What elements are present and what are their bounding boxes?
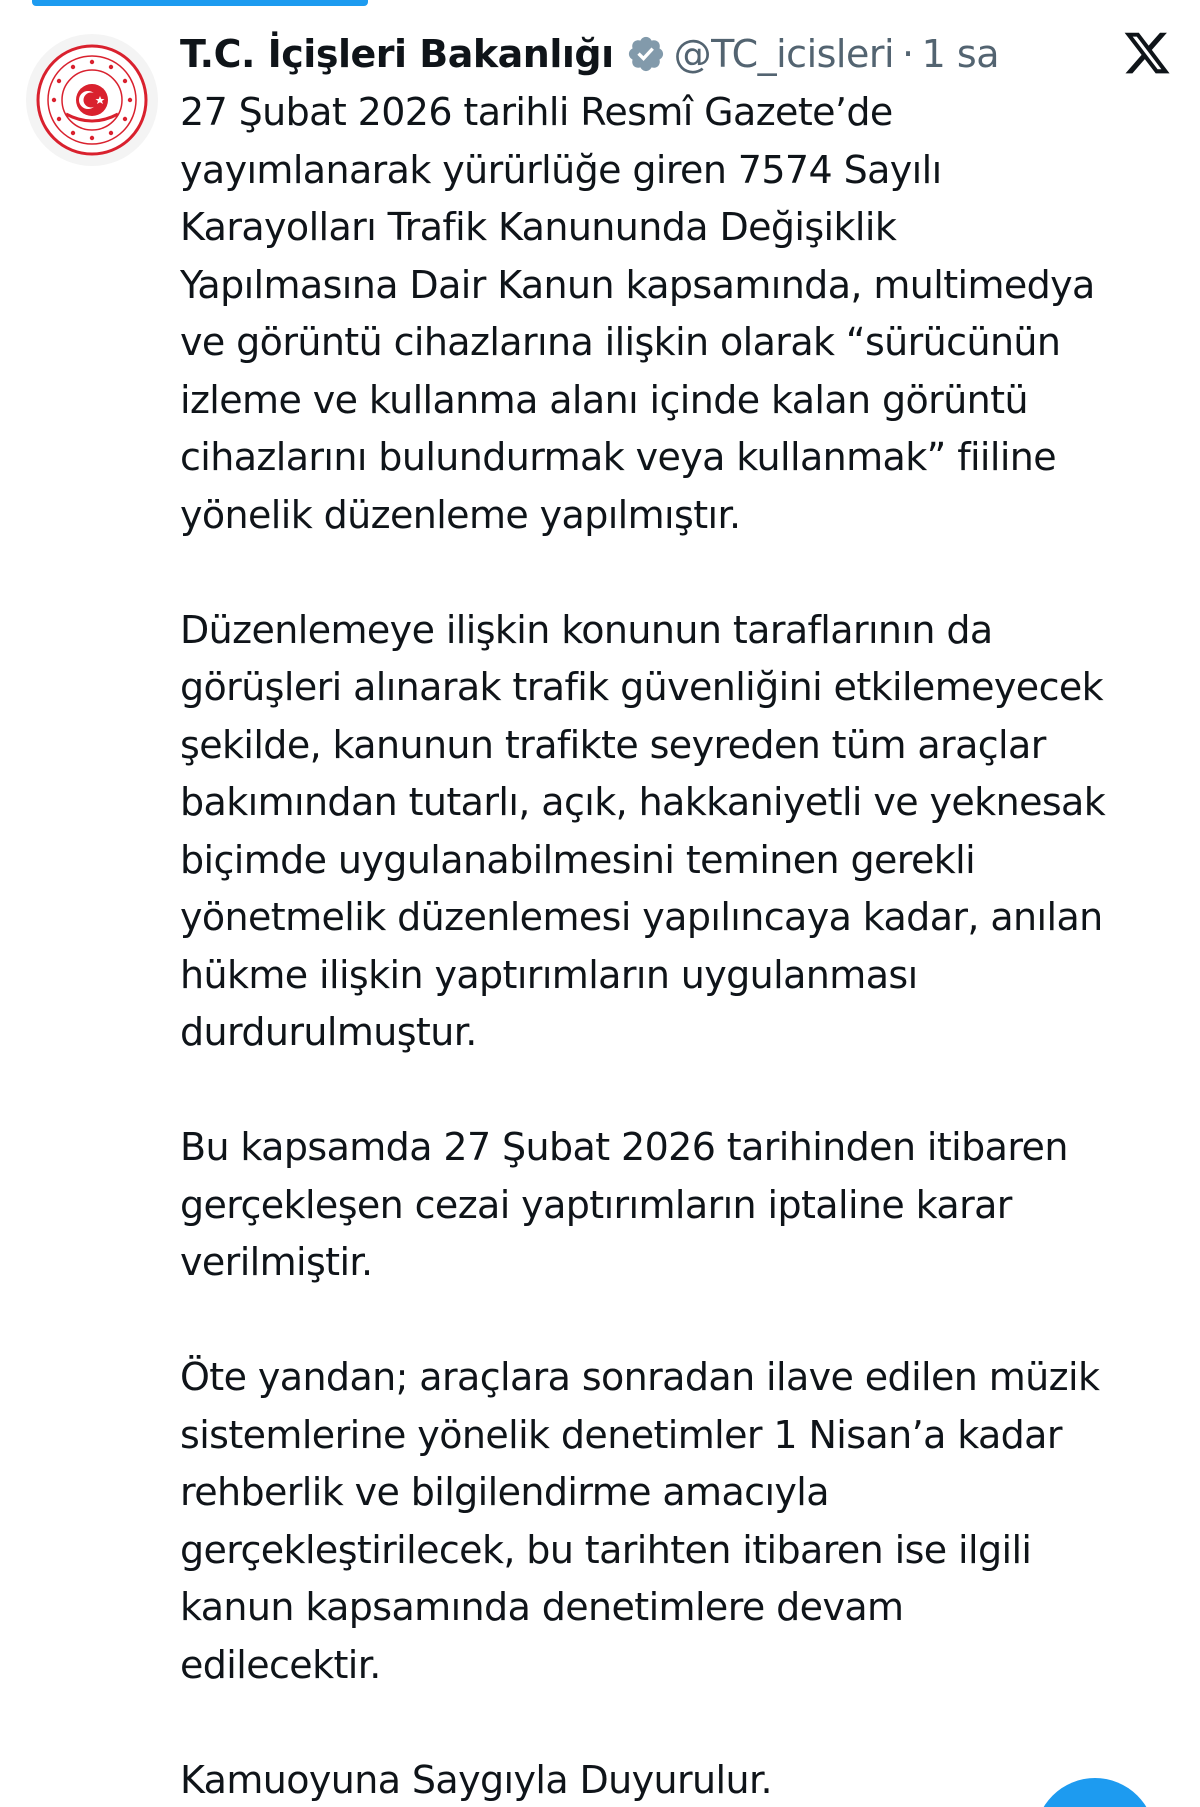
avatar[interactable]: [26, 34, 158, 166]
tweet-header: [180, 26, 999, 82]
tweet-paragraph-1: 27 Şubat 2026 tarihli Resmî Gazete’de yayımlanarak yürürlüğe giren 7574 Sayılı Karayolları Trafik Kanununda Değişiklik Yapılmasına Dair Kanun kapsamında, multimedya ve görüntü cihazlarına ilişkin olarak “sürücünün izleme ve kullanma alanı içinde kalan görüntü cihazlarını bulundurmak veya kullanmak” fiiline yönelik düzenleme yapılmıştır.: [180, 90, 1095, 537]
tweet-timestamp[interactable]: 1 sa: [921, 32, 999, 76]
tweet-paragraph-3: Bu kapsamda 27 Şubat 2026 tarihinden itibaren gerçekleşen cezai yaptırımların iptaline karar verilmiştir.: [180, 1125, 1068, 1284]
tweet-paragraph-5: Kamuoyuna Saygıyla Duyurulur.: [180, 1757, 772, 1802]
tweet-text: [180, 84, 1180, 1807]
verified-badge-icon[interactable]: [626, 34, 666, 74]
ministry-seal-icon: [36, 44, 148, 156]
author-display-name[interactable]: T.C. İçişleri Bakanlığı: [180, 32, 614, 76]
author-handle[interactable]: @TC_icisleri: [673, 32, 895, 76]
top-accent-bar: [32, 0, 368, 6]
separator-dot: ·: [902, 32, 914, 76]
tweet-paragraph-4: Öte yandan; araçlara sonradan ilave edilen müzik sistemlerine yönelik denetimler 1 Nisan’a kadar rehberlik ve bilgilendirme amacıyla gerçekleştirilecek, bu tarihten itibaren ise ilgili kanun kapsamında denetimlere devam edilecektir.: [180, 1355, 1100, 1687]
x-logo-icon[interactable]: [1122, 28, 1172, 78]
tweet-paragraph-2: Düzenlemeye ilişkin konunun taraflarının da görüşleri alınarak trafik güvenliğini etkilemeyecek şekilde, kanunun trafikte seyreden tüm araçlar bakımından tutarlı, açık, hakkaniyetli ve yeknesak biçimde uygulanabilmesini teminen gerekli yönetmelik düzenlemesi yapılıncaya kadar, anılan hükme ilişkin yaptırımların uygulanması durdurulmuştur.: [180, 607, 1106, 1054]
